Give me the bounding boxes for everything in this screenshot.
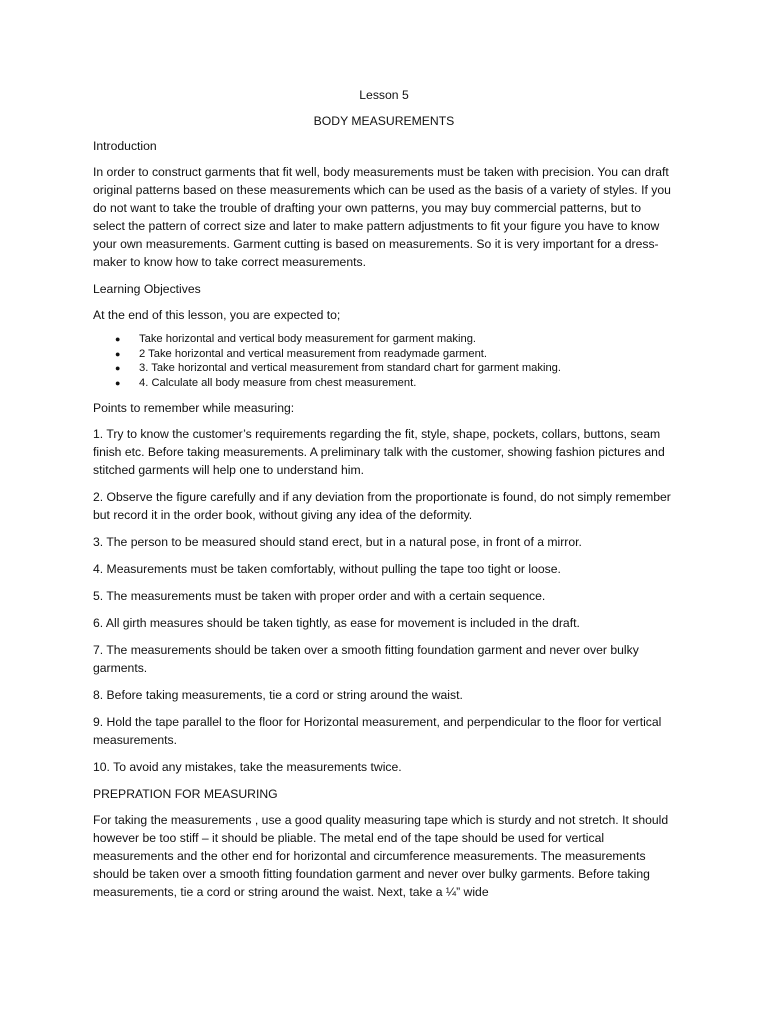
objective-item xyxy=(93,376,675,391)
point-item: 5. The measurements must be taken with proper order and with a certain sequence. xyxy=(93,589,546,604)
point-item: 8. Before taking measurements, tie a cord or string around the waist. xyxy=(93,688,463,703)
lesson-label: Lesson 5 xyxy=(359,88,409,102)
prep-heading: PREPRATION FOR MEASURING xyxy=(93,787,278,802)
bullet-icon: ● xyxy=(115,334,121,344)
objective-text: Take horizontal and vertical body measurement for garment making. xyxy=(139,333,477,345)
objective-text: 3. Take horizontal and vertical measurement from standard chart for garment making. xyxy=(139,362,562,375)
point-item: 9. Hold the tape parallel to the floor for Horizontal measurement, and perpendicular to the floor for vertical measurements. xyxy=(93,715,662,748)
objectives-lead: At the end of this lesson, you are expected to; xyxy=(93,308,341,322)
point-item: 10. To avoid any mistakes, take the measurements twice. xyxy=(93,760,402,775)
objective-text: 4. Calculate all body measure from chest measurement. xyxy=(139,376,417,389)
point-item: 6. All girth measures should be taken tightly, as ease for movement is included in the draft. xyxy=(93,616,580,631)
objective-item xyxy=(93,361,675,376)
bullet-icon: ● xyxy=(115,363,121,374)
bullet-icon: ● xyxy=(115,348,121,359)
point-item: 3. The person to be measured should stand erect, but in a natural pose, in front of a mirror. xyxy=(93,535,582,550)
objective-item xyxy=(93,347,675,362)
points-list xyxy=(93,425,675,776)
document-page xyxy=(93,86,675,910)
point-item: 4. Measurements must be taken comfortably, without pulling the tape too tight or loose. xyxy=(93,562,561,577)
point-item: 7. The measurements should be taken over a smooth fitting foundation garment and never over bulky garments. xyxy=(93,643,639,676)
document-title: BODY MEASUREMENTS xyxy=(313,114,455,128)
objective-text: 2 Take horizontal and vertical measurement from readymade garment. xyxy=(139,347,488,360)
objectives-list xyxy=(93,332,675,390)
point-item: 1. Try to know the customer’s requirements regarding the fit, style, shape, pockets, collars, buttons, seam finish etc. Before taking measurements. A preliminary talk with the customer, showing fashion pictures and stitched garments will help one to understand him. xyxy=(93,427,665,478)
objective-item xyxy=(93,332,675,347)
points-heading: Points to remember while measuring: xyxy=(93,401,295,416)
intro-paragraph: In order to construct garments that fit well, body measurements must be taken with precision. You can draft original patterns based on these measurements which can be used as the basis of a variety of styles. If you do not want to take the trouble of drafting your own patterns, you may buy commercial patterns, but to select the pattern of correct size and later to make pattern adjustments to fit your figure you have to know your own measurements. Garment cutting is based on measurements. So it is very important for a dress-maker to know how to take correct measurements. xyxy=(93,165,671,269)
bullet-icon: ● xyxy=(115,377,121,388)
point-item: 2. Observe the figure carefully and if any deviation from the proportionate is found, do not simply remember but record it in the order book, without giving any idea of the deformity. xyxy=(93,490,671,523)
objectives-heading: Learning Objectives xyxy=(93,282,201,296)
intro-heading: Introduction xyxy=(93,139,157,153)
prep-paragraph: For taking the measurements , use a good quality measuring tape which is sturdy and not stretch. It should however be too stiff – it should be pliable. The metal end of the tape should be used for vertical measurements and the other end for horizontal and circumference measurements. The measurements should be taken over a smooth fitting foundation garment and never over bulky garments. Before taking measurements, tie a cord or string around the waist. Next, take a ¼” wide xyxy=(93,813,669,900)
